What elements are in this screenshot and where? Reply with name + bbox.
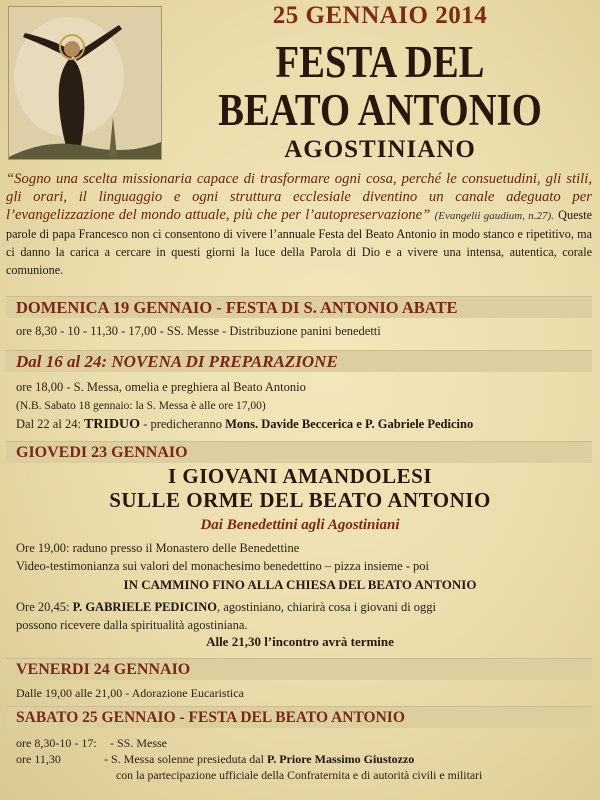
- saturday-text-1: - SS. Messe: [110, 736, 168, 750]
- saturday-text-2: [104, 752, 414, 767]
- thursday-line-2: Video-testimonianza sui valori del monachesimo benedettino – pizza insieme - poi: [16, 559, 430, 573]
- solemn-mass: - S. Messa solenne presieduta dal: [104, 752, 264, 766]
- poster-subtitle: AGOSTINIANO: [284, 136, 476, 163]
- thursday-speaker: P. GABRIELE PEDICINO: [72, 600, 217, 614]
- thursday-time: Ore 20,45:: [16, 600, 70, 614]
- pope-quote: “Sogno una scelta missionaria capace di trasformare ogni cosa, perché le consuetudini, gli stili, gli orari, il linguaggio e ogni struttura ecclesiale diventino un canale adeguato per l’evangelizzazione del mondo attuale, più che per l’autopreservazione”: [6, 171, 592, 223]
- triduo-line: [16, 417, 473, 432]
- thursday-walk: IN CAMMINO FINO ALLA CHIESA DEL BEATO ANTONIO: [123, 577, 477, 592]
- thursday-speaker-desc: , agostiniano, chiarirà cosa i giovani di oggi: [216, 600, 437, 614]
- saturday-heading: SABATO 25 GENNAIO - FESTA DEL BEATO ANTONIO: [6, 706, 592, 728]
- title-line-1: FESTA DEL: [275, 37, 485, 87]
- saint-figure-icon: [9, 7, 161, 159]
- intro-text: Queste parole di papa Francesco non ci consentono di vivere l’annuale Festa del Beato Antonio in modo stanco e ripetitivo, ma ci danno la carica a cercare in questi giorni la luce della Parola di Dio e a vivere una intensa, autentica, corale comunione.: [6, 208, 593, 277]
- saturday-line-3: con la partecipazione ufficiale della Confraternita e di autorità civili e militari: [116, 768, 483, 782]
- quote-source: (Evangelii gaudium, n.27).: [434, 210, 554, 222]
- triduo-label: TRIDUO: [84, 417, 141, 432]
- saturday-time-2: ore 11,30: [16, 752, 61, 766]
- novena-heading: Dal 16 al 24: NOVENA DI PREPARAZIONE: [6, 350, 592, 372]
- friday-line: Dalle 19,00 alle 21,00 - Adorazione Eucaristica: [16, 686, 244, 700]
- thursday-line-4: [16, 600, 436, 615]
- friday-heading: VENERDI 24 GENNAIO: [6, 658, 592, 680]
- title-line-2: BEATO ANTONIO: [218, 85, 542, 135]
- triduo-mid: - predicheranno: [143, 417, 222, 431]
- sunday-heading: DOMENICA 19 GENNAIO - FESTA DI S. ANTONIO ABATE: [6, 296, 592, 318]
- thursday-line-5: possono ricevere dalla spiritualità agostiniana.: [16, 618, 248, 632]
- youth-event-title-1: I GIOVANI AMANDOLESI: [168, 464, 432, 488]
- novena-line-1: ore 18,00 - S. Messa, omelia e preghiera al Beato Antonio: [16, 380, 306, 394]
- poster-title: [204, 38, 557, 134]
- youth-event-title-2: SULLE ORME DEL BEATO ANTONIO: [109, 488, 491, 512]
- prior-name: P. Priore Massimo Giustozzo: [266, 752, 415, 766]
- triduo-dates: Dal 22 al 24:: [16, 417, 81, 431]
- thursday-line-1: Ore 19,00: raduno presso il Monastero delle Benedettine: [16, 541, 300, 555]
- triduo-preachers: Mons. Davide Beccerica e P. Gabriele Pedicino: [225, 417, 474, 431]
- saturday-time-1: ore 8,30-10 - 17:: [16, 736, 97, 750]
- sunday-line: ore 8,30 - 10 - 11,30 - 17,00 - SS. Messe - Distribuzione panini benedetti: [16, 324, 381, 338]
- saint-image: [8, 6, 162, 160]
- novena-line-2: (N.B. Sabato 18 gennaio: la S. Messa è alle ore 17,00): [16, 400, 266, 412]
- event-date: 25 GENNAIO 2014: [272, 2, 488, 29]
- thursday-heading: GIOVEDI 23 GENNAIO: [6, 441, 592, 463]
- intro-paragraph: [6, 170, 592, 279]
- thursday-end: Alle 21,30 l’incontro avrà termine: [206, 634, 394, 649]
- youth-event-subtitle: Dai Benedettini agli Agostiniani: [200, 517, 400, 533]
